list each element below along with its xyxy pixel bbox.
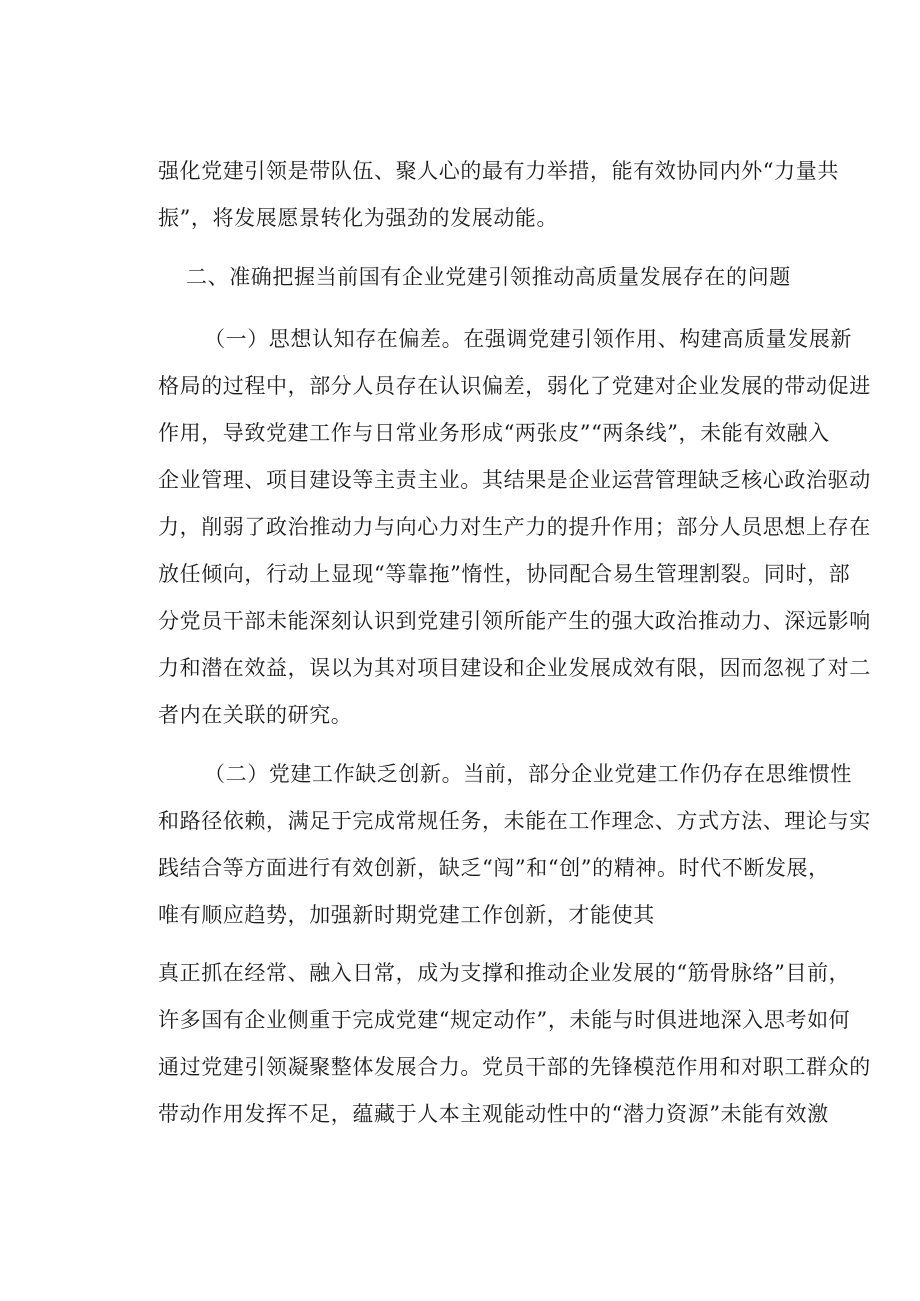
text-line: 通过党建引领凝聚整体发展合力。党员干部的先锋模范作用和对职工群众的 xyxy=(158,1055,871,1079)
text-line: 和路径依赖，满足于完成常规任务，未能在工作理念、方式方法、理论与实 xyxy=(158,809,871,833)
text-line: 唯有顺应趋势，加强新时期党建工作创新，才能使其 xyxy=(158,903,655,927)
text-line: 企业管理、项目建设等主责主业。其结果是企业运营管理缺乏核心政治驱动 xyxy=(158,468,871,492)
text-line: 者内在关联的研究。 xyxy=(158,703,353,727)
text-line: 振”，将发展愿景转化为强劲的发展动能。 xyxy=(158,206,559,230)
text-line: 放任倾向，行动上显现“等靠拖”惰性，协同配合易生管理割裂。同时，部 xyxy=(158,562,851,586)
text-line: 力，削弱了政治推动力与向心力对生产力的提升作用；部分人员思想上存在 xyxy=(158,515,871,539)
text-line: 作用，导致党建工作与日常业务形成“两张皮”“两条线”，未能有效融入 xyxy=(158,421,830,445)
text-line: 真正抓在经常、融入日常，成为支撑和推动企业发展的“筋骨脉络”目前， xyxy=(158,961,851,985)
text-line: 许多国有企业侧重于完成党建“规定动作”，未能与时俱进地深入思考如何 xyxy=(158,1008,851,1032)
text-line: （二）党建工作缺乏创新。当前，部分企业党建工作仍存在思维惯性 xyxy=(204,762,852,786)
text-line: （一）思想认知存在偏差。在强调党建引领作用、构建高质量发展新 xyxy=(204,327,852,351)
text-line: 分党员干部未能深刻认识到党建引领所能产生的强大政治推动力、深远影响 xyxy=(158,609,871,633)
text-line: 力和潜在效益，误以为其对项目建设和企业发展成效有限，因而忽视了对二 xyxy=(158,656,871,680)
text-line: 格局的过程中，部分人员存在认识偏差，弱化了党建对企业发展的带动促进 xyxy=(158,374,871,398)
text-line: 带动作用发挥不足，蕴藏于人本主观能动性中的“潜力资源”未能有效激 xyxy=(158,1102,829,1126)
section-heading: 二、准确把握当前国有企业党建引领推动高质量发展存在的问题 xyxy=(186,265,791,289)
text-line: 践结合等方面进行有效创新，缺乏“闯”和“创”的精神。时代不断发展， xyxy=(158,856,830,880)
text-line: 强化党建引领是带队伍、聚人心的最有力举措，能有效协同内外“力量共 xyxy=(158,159,839,183)
